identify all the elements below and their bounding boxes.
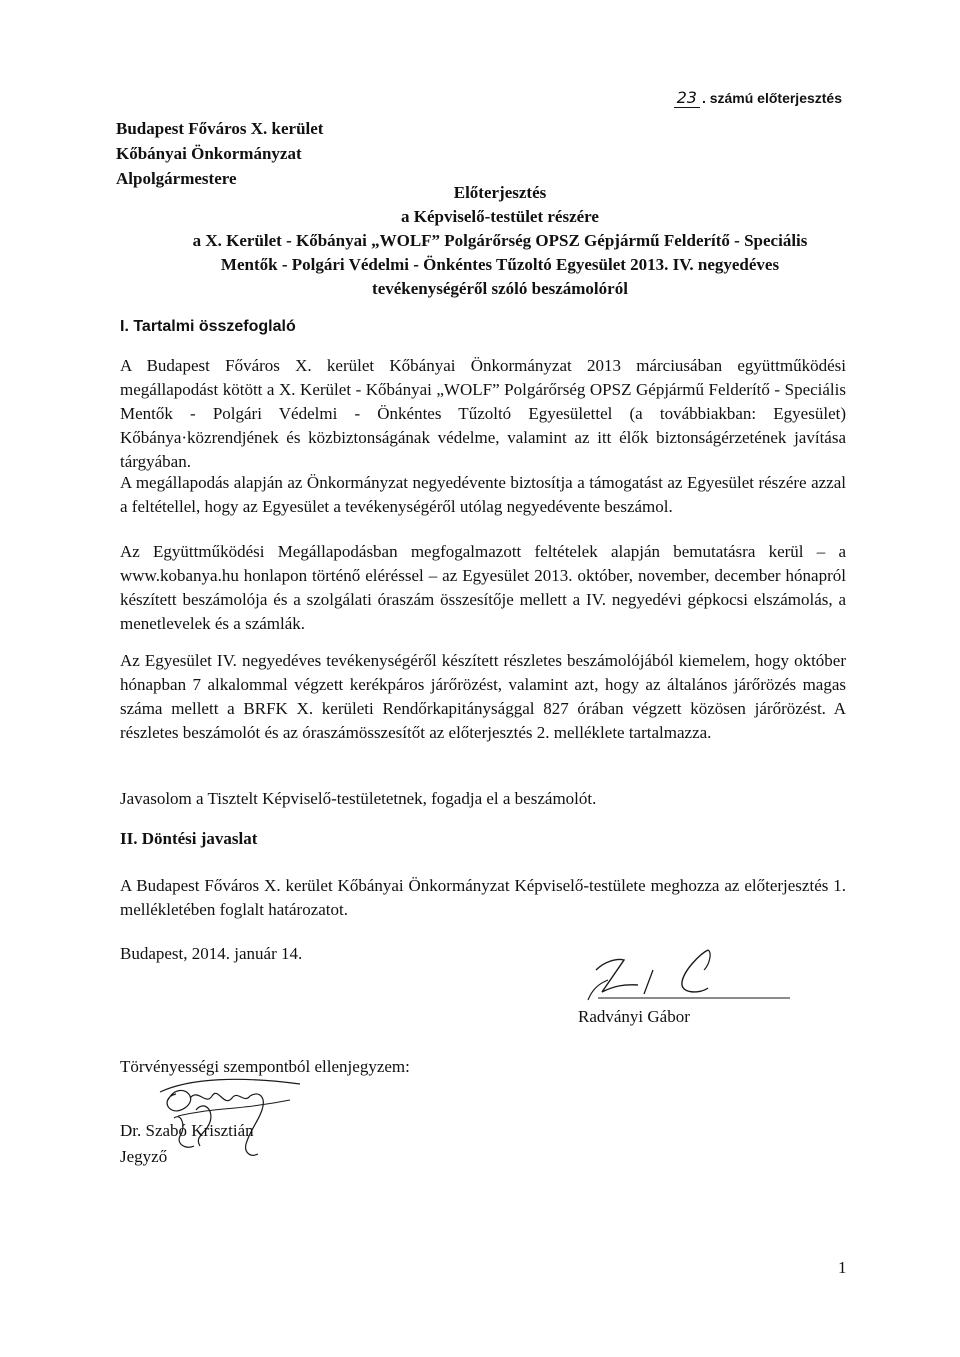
title-line: Mentők - Polgári Védelmi - Önkéntes Tűzoltó Egyesület 2013. IV. negyedéves [220,255,780,274]
issuer-line: Kőbányai Önkormányzat [116,144,302,163]
section-heading-summary: I. Tartalmi összefoglaló [120,318,296,335]
title-line: Előterjesztés [453,183,547,202]
clerk-name: Dr. Szabó Krisztián [120,1121,254,1140]
signer-name: Radványi Gábor [578,1007,690,1026]
page-number: 1 [838,1258,847,1277]
section-heading-decision: II. Döntési javaslat [120,829,258,848]
proposal-number-label: . számú előterjesztés [701,90,842,106]
summary-paragraph: A Budapest Főváros X. kerület Kőbányai Önkormányzat 2013 márciusában együttműködési megállapodást kötött a X. Kerület - Kőbányai „WOLF” Polgárőrség OPSZ Gépjármű Felderítő - Speciális Mentők - Polgári Védelmi - Önkéntes Tűzoltó Egyesülettel (a továbbiakban: Egyesület) Kőbánya·közrendjének és közbiztonságának védelme, valamint az itt élők biztonságérzetének javítása tárgyában. [120,356,846,471]
document-date: Budapest, 2014. január 14. [120,944,303,963]
issuer-line: Alpolgármestere [116,169,237,188]
issuer-block [116,116,323,191]
clerk-role: Jegyző [120,1147,168,1166]
summary-paragraph: A megállapodás alapján az Önkormányzat negyedévente biztosítja a támogatást az Egyesület részére azzal a feltétellel, hogy az Egyesület a tevékenységéről utólag negyedévente beszámol. [120,473,846,516]
document-title [120,181,880,301]
summary-paragraph: Az Együttműködési Megállapodásban megfogalmazott feltételek alapján bemutatásra kerül – a www.kobanya.hu honlapon történő eléréssel – az Egyesület 2013. október, november, december hónapról készített beszámolója és a szolgálati óraszám összesítője mellett a IV. negyedévi gépkocsi elszámolás, a menetlevelek és a számlák. [120,542,846,633]
issuer-line: Budapest Főváros X. kerület [116,119,324,138]
decision-paragraph: A Budapest Főváros X. kerület Kőbányai Önkormányzat Képviselő-testülete meghozza az előterjesztés 1. mellékletében foglalt határozatot. [120,876,846,919]
title-line: a X. Kerület - Kőbányai „WOLF” Polgárőrség OPSZ Gépjármű Felderítő - Speciális [192,231,808,250]
legal-check-label: Törvényességi szempontból ellenjegyzem: [120,1057,410,1076]
signature-mayor [558,940,808,1010]
title-line: a Képviselő-testület részére [401,207,599,226]
proposal-number [674,88,842,108]
proposal-number-handwritten: 23 [674,88,700,108]
title-line: tevékenységéről szóló beszámolóról [372,279,628,298]
clerk-block [120,1118,254,1170]
summary-paragraph: Javasolom a Tisztelt Képviselő-testületetnek, fogadja el a beszámolót. [120,789,597,808]
summary-paragraph: Az Egyesület IV. negyedéves tevékenységéről készített részletes beszámolójából kiemelem, hogy október hónapban 7 alkalommal végzett kerékpáros járőrözést, valamint azt, hogy az általános járőrözés magas száma mellett a BRFK X. kerületi Rendőrkapitánysággal 827 órában végzett közösen járőrözést. A részletes beszámolót és az óraszámösszesítőt az előterjesztés 2. melléklete tartalmazza. [120,651,846,742]
